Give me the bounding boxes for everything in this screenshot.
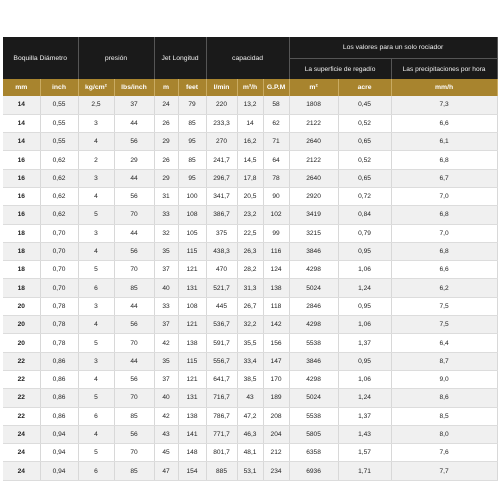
table-cell: 22,5	[237, 224, 263, 242]
table-row	[3, 462, 497, 480]
table-cell: 142	[263, 316, 289, 334]
table-cell: 296,7	[206, 169, 237, 187]
table-cell: 58	[263, 96, 289, 114]
table-row	[3, 169, 497, 187]
table-body	[3, 96, 497, 480]
table-cell: 62	[263, 114, 289, 132]
table-cell: 31	[154, 187, 178, 205]
table-cell: 9,0	[391, 370, 497, 388]
table-cell: 8,5	[391, 407, 497, 425]
table-row	[3, 407, 497, 425]
table-cell: 6,8	[391, 151, 497, 169]
table-cell: 14,5	[237, 151, 263, 169]
unit-header: feet	[178, 79, 206, 96]
table-cell: 44	[114, 114, 154, 132]
unit-header: m²	[289, 79, 338, 96]
header-superficie: La superficie de regadío	[289, 59, 391, 80]
unit-header: m³/h	[237, 79, 263, 96]
table-cell: 0,95	[338, 352, 391, 370]
table-cell: 35,5	[237, 334, 263, 352]
table-cell: 801,7	[206, 444, 237, 462]
table-cell: 85	[114, 462, 154, 480]
table-cell: 0,70	[40, 224, 78, 242]
table-cell: 470	[206, 261, 237, 279]
table-cell: 2,5	[78, 96, 114, 114]
table-cell: 2920	[289, 187, 338, 205]
table-cell: 14	[237, 114, 263, 132]
table-cell: 33	[154, 297, 178, 315]
table-cell: 38,5	[237, 370, 263, 388]
table-cell: 189	[263, 389, 289, 407]
table-cell: 44	[114, 352, 154, 370]
table-cell: 0,84	[338, 206, 391, 224]
table-cell: 56	[114, 242, 154, 260]
table-cell: 138	[178, 407, 206, 425]
table-cell: 1,43	[338, 425, 391, 443]
table-cell: 241,7	[206, 151, 237, 169]
table-cell: 70	[114, 444, 154, 462]
table-cell: 45	[154, 444, 178, 462]
table-cell: 100	[178, 187, 206, 205]
table-cell: 13,2	[237, 96, 263, 114]
table-cell: 4298	[289, 261, 338, 279]
header-row-groups	[3, 37, 497, 59]
table-cell: 43	[154, 425, 178, 443]
table-cell: 26	[154, 151, 178, 169]
table-cell: 37	[154, 316, 178, 334]
table-cell: 5	[78, 261, 114, 279]
table-cell: 79	[178, 96, 206, 114]
table-cell: 5	[78, 389, 114, 407]
table-cell: 4	[78, 370, 114, 388]
table-cell: 0,94	[40, 444, 78, 462]
table-cell: 536,7	[206, 316, 237, 334]
table-cell: 56	[114, 370, 154, 388]
table-cell: 0,55	[40, 114, 78, 132]
table-cell: 5024	[289, 389, 338, 407]
table-cell: 24	[3, 425, 40, 443]
table-cell: 438,3	[206, 242, 237, 260]
table-cell: 8,0	[391, 425, 497, 443]
table-cell: 42	[154, 407, 178, 425]
header-capacidad: capacidad	[206, 37, 289, 79]
table-cell: 0,65	[338, 169, 391, 187]
table-cell: 1,24	[338, 279, 391, 297]
table-cell: 6,1	[391, 133, 497, 151]
table-cell: 4	[78, 316, 114, 334]
table-cell: 7,7	[391, 462, 497, 480]
table-cell: 31,3	[237, 279, 263, 297]
table-cell: 138	[263, 279, 289, 297]
table-cell: 4	[78, 133, 114, 151]
unit-header: mm	[3, 79, 40, 96]
table-cell: 8,7	[391, 352, 497, 370]
table-cell: 6,6	[391, 261, 497, 279]
table-cell: 131	[178, 279, 206, 297]
table-cell: 6,2	[391, 279, 497, 297]
table-cell: 3846	[289, 352, 338, 370]
table-cell: 2122	[289, 114, 338, 132]
table-cell: 156	[263, 334, 289, 352]
table-cell: 1,06	[338, 261, 391, 279]
table-cell: 0,78	[40, 334, 78, 352]
table-cell: 7,6	[391, 444, 497, 462]
table-cell: 1808	[289, 96, 338, 114]
table-cell: 1,06	[338, 370, 391, 388]
table-cell: 521,7	[206, 279, 237, 297]
table-cell: 208	[263, 407, 289, 425]
table-cell: 6,4	[391, 334, 497, 352]
table-cell: 18	[3, 261, 40, 279]
table-cell: 37	[154, 261, 178, 279]
table-cell: 0,86	[40, 407, 78, 425]
table-cell: 771,7	[206, 425, 237, 443]
table-cell: 102	[263, 206, 289, 224]
table-cell: 116	[263, 242, 289, 260]
table-cell: 0,70	[40, 261, 78, 279]
table-cell: 1,71	[338, 462, 391, 480]
table-cell: 18	[3, 279, 40, 297]
table-cell: 0,78	[40, 297, 78, 315]
table-cell: 29	[114, 151, 154, 169]
table-cell: 5	[78, 334, 114, 352]
table-cell: 234	[263, 462, 289, 480]
table-cell: 56	[114, 187, 154, 205]
table-cell: 0,94	[40, 425, 78, 443]
table-cell: 6936	[289, 462, 338, 480]
table-row	[3, 133, 497, 151]
table-cell: 641,7	[206, 370, 237, 388]
table-cell: 2846	[289, 297, 338, 315]
unit-header: lbs/inch	[114, 79, 154, 96]
unit-header: G.P.M	[263, 79, 289, 96]
table-cell: 14	[3, 96, 40, 114]
table-cell: 5024	[289, 279, 338, 297]
table-cell: 0,65	[338, 133, 391, 151]
table-cell: 33,4	[237, 352, 263, 370]
unit-header: l/min	[206, 79, 237, 96]
table-cell: 28,2	[237, 261, 263, 279]
table-cell: 42	[154, 334, 178, 352]
table-cell: 1,37	[338, 334, 391, 352]
table-cell: 95	[178, 169, 206, 187]
table-cell: 115	[178, 242, 206, 260]
table-cell: 22	[3, 370, 40, 388]
table-cell: 4	[78, 187, 114, 205]
table-cell: 0,52	[338, 114, 391, 132]
table-cell: 375	[206, 224, 237, 242]
table-cell: 147	[263, 352, 289, 370]
table-cell: 78	[263, 169, 289, 187]
table-cell: 17,8	[237, 169, 263, 187]
table-cell: 16	[3, 187, 40, 205]
table-row	[3, 352, 497, 370]
table-cell: 3215	[289, 224, 338, 242]
table-cell: 32,2	[237, 316, 263, 334]
table-cell: 6	[78, 407, 114, 425]
table-cell: 0,79	[338, 224, 391, 242]
table-cell: 0,62	[40, 151, 78, 169]
table-cell: 212	[263, 444, 289, 462]
table-cell: 24	[3, 444, 40, 462]
table-cell: 233,3	[206, 114, 237, 132]
table-cell: 7,5	[391, 297, 497, 315]
table-cell: 4298	[289, 370, 338, 388]
header-presion: presión	[78, 37, 154, 79]
table-row	[3, 261, 497, 279]
header-valores: Los valores para un solo rociador	[289, 37, 497, 59]
table-cell: 5538	[289, 334, 338, 352]
table-cell: 3	[78, 114, 114, 132]
table-row	[3, 279, 497, 297]
table-cell: 386,7	[206, 206, 237, 224]
table-cell: 44	[114, 297, 154, 315]
table-cell: 0,55	[40, 133, 78, 151]
table-cell: 121	[178, 370, 206, 388]
table-cell: 170	[263, 370, 289, 388]
table-cell: 5805	[289, 425, 338, 443]
table-cell: 29	[154, 133, 178, 151]
table-row	[3, 151, 497, 169]
table-cell: 0,70	[40, 279, 78, 297]
table-cell: 56	[114, 316, 154, 334]
header-row-units	[3, 79, 497, 96]
table-cell: 23,2	[237, 206, 263, 224]
table-cell: 2640	[289, 169, 338, 187]
table-cell: 56	[114, 133, 154, 151]
table-cell: 1,37	[338, 407, 391, 425]
table-cell: 20	[3, 334, 40, 352]
table-cell: 4298	[289, 316, 338, 334]
table-cell: 591,7	[206, 334, 237, 352]
table-cell: 99	[263, 224, 289, 242]
table-cell: 121	[178, 261, 206, 279]
table-cell: 2122	[289, 151, 338, 169]
table-cell: 70	[114, 334, 154, 352]
unit-header: mm/h	[391, 79, 497, 96]
table-cell: 90	[263, 187, 289, 205]
unit-header: kg/cm²	[78, 79, 114, 96]
table-cell: 3	[78, 224, 114, 242]
table-cell: 6,6	[391, 114, 497, 132]
table-cell: 2640	[289, 133, 338, 151]
table-cell: 48,1	[237, 444, 263, 462]
header-boquilla: Boquilla Diámetro	[3, 37, 78, 79]
table-cell: 105	[178, 224, 206, 242]
table-cell: 70	[114, 206, 154, 224]
table-cell: 141	[178, 425, 206, 443]
table-cell: 35	[154, 242, 178, 260]
table-cell: 85	[178, 151, 206, 169]
table-cell: 3	[78, 169, 114, 187]
table-cell: 204	[263, 425, 289, 443]
table-cell: 6	[78, 462, 114, 480]
table-cell: 3846	[289, 242, 338, 260]
table-row	[3, 224, 497, 242]
table-cell: 70	[114, 389, 154, 407]
table-cell: 95	[178, 133, 206, 151]
table-cell: 3419	[289, 206, 338, 224]
unit-header: acre	[338, 79, 391, 96]
table-cell: 24	[3, 462, 40, 480]
table-cell: 37	[114, 96, 154, 114]
table-cell: 3	[78, 297, 114, 315]
table-cell: 885	[206, 462, 237, 480]
table-cell: 6358	[289, 444, 338, 462]
table-row	[3, 187, 497, 205]
table-cell: 115	[178, 352, 206, 370]
table-cell: 1,06	[338, 316, 391, 334]
table-cell: 29	[154, 169, 178, 187]
table-cell: 16	[3, 151, 40, 169]
table-cell: 40	[154, 389, 178, 407]
table-row	[3, 206, 497, 224]
table-cell: 26,7	[237, 297, 263, 315]
table-cell: 20	[3, 316, 40, 334]
table-cell: 32	[154, 224, 178, 242]
table-cell: 64	[263, 151, 289, 169]
table-cell: 1,57	[338, 444, 391, 462]
table-cell: 53,1	[237, 462, 263, 480]
table-cell: 6,8	[391, 206, 497, 224]
table-cell: 24	[154, 96, 178, 114]
table-cell: 0,95	[338, 242, 391, 260]
table-cell: 556,7	[206, 352, 237, 370]
table-row	[3, 389, 497, 407]
table-cell: 44	[114, 169, 154, 187]
table-cell: 14	[3, 114, 40, 132]
table-cell: 4	[78, 425, 114, 443]
table-cell: 138	[178, 334, 206, 352]
table-cell: 43	[237, 389, 263, 407]
table-cell: 20	[3, 297, 40, 315]
table-row	[3, 96, 497, 114]
table-cell: 85	[114, 407, 154, 425]
table-cell: 0,78	[40, 316, 78, 334]
table-cell: 0,62	[40, 169, 78, 187]
table-cell: 121	[178, 316, 206, 334]
table-cell: 7,5	[391, 316, 497, 334]
table-row	[3, 297, 497, 315]
table-cell: 6,8	[391, 242, 497, 260]
table-cell: 270	[206, 133, 237, 151]
table-cell: 7,0	[391, 224, 497, 242]
table-cell: 85	[114, 279, 154, 297]
table-cell: 786,7	[206, 407, 237, 425]
table-row	[3, 334, 497, 352]
table-cell: 5	[78, 444, 114, 462]
table-cell: 0,86	[40, 370, 78, 388]
table-cell: 16	[3, 169, 40, 187]
table-cell: 22	[3, 352, 40, 370]
table-cell: 0,95	[338, 297, 391, 315]
table-cell: 108	[178, 206, 206, 224]
table-cell: 14	[3, 133, 40, 151]
table-cell: 5538	[289, 407, 338, 425]
table-cell: 154	[178, 462, 206, 480]
table-cell: 108	[178, 297, 206, 315]
table-cell: 22	[3, 407, 40, 425]
table-cell: 7,3	[391, 96, 497, 114]
table-cell: 85	[178, 114, 206, 132]
unit-header: inch	[40, 79, 78, 96]
table-cell: 0,70	[40, 242, 78, 260]
table-cell: 7,0	[391, 187, 497, 205]
table-cell: 2	[78, 151, 114, 169]
table-cell: 46,3	[237, 425, 263, 443]
table-cell: 6	[78, 279, 114, 297]
table-cell: 341,7	[206, 187, 237, 205]
table-cell: 35	[154, 352, 178, 370]
table-cell: 47	[154, 462, 178, 480]
table-row	[3, 444, 497, 462]
nozzle-specs-table	[3, 37, 498, 481]
table-cell: 0,86	[40, 389, 78, 407]
unit-header: m	[154, 79, 178, 96]
table-cell: 5	[78, 206, 114, 224]
table-cell: 148	[178, 444, 206, 462]
table-cell: 1,24	[338, 389, 391, 407]
table-cell: 0,86	[40, 352, 78, 370]
table-cell: 71	[263, 133, 289, 151]
table-row	[3, 370, 497, 388]
table-cell: 56	[114, 425, 154, 443]
table-cell: 0,45	[338, 96, 391, 114]
table-cell: 20,5	[237, 187, 263, 205]
table-cell: 26,3	[237, 242, 263, 260]
table-cell: 716,7	[206, 389, 237, 407]
header-precipitaciones: Las precipitaciones por hora	[391, 59, 497, 80]
table-cell: 33	[154, 206, 178, 224]
table-cell: 22	[3, 389, 40, 407]
table-cell: 37	[154, 370, 178, 388]
table-cell: 445	[206, 297, 237, 315]
table-cell: 40	[154, 279, 178, 297]
table-cell: 16	[3, 206, 40, 224]
specs-table-container	[3, 37, 497, 481]
table-cell: 18	[3, 242, 40, 260]
table-cell: 0,52	[338, 151, 391, 169]
table-cell: 44	[114, 224, 154, 242]
table-cell: 3	[78, 352, 114, 370]
table-cell: 0,72	[338, 187, 391, 205]
header-jet-longitud: Jet Longitud	[154, 37, 206, 79]
table-row	[3, 242, 497, 260]
table-cell: 8,6	[391, 389, 497, 407]
table-row	[3, 316, 497, 334]
table-cell: 26	[154, 114, 178, 132]
table-cell: 0,62	[40, 206, 78, 224]
table-cell: 0,62	[40, 187, 78, 205]
table-cell: 47,2	[237, 407, 263, 425]
table-cell: 70	[114, 261, 154, 279]
table-cell: 6,7	[391, 169, 497, 187]
table-cell: 16,2	[237, 133, 263, 151]
table-cell: 118	[263, 297, 289, 315]
table-cell: 18	[3, 224, 40, 242]
table-cell: 124	[263, 261, 289, 279]
table-row	[3, 114, 497, 132]
table-cell: 4	[78, 242, 114, 260]
table-row	[3, 425, 497, 443]
table-cell: 0,55	[40, 96, 78, 114]
table-cell: 0,94	[40, 462, 78, 480]
table-cell: 131	[178, 389, 206, 407]
table-cell: 220	[206, 96, 237, 114]
